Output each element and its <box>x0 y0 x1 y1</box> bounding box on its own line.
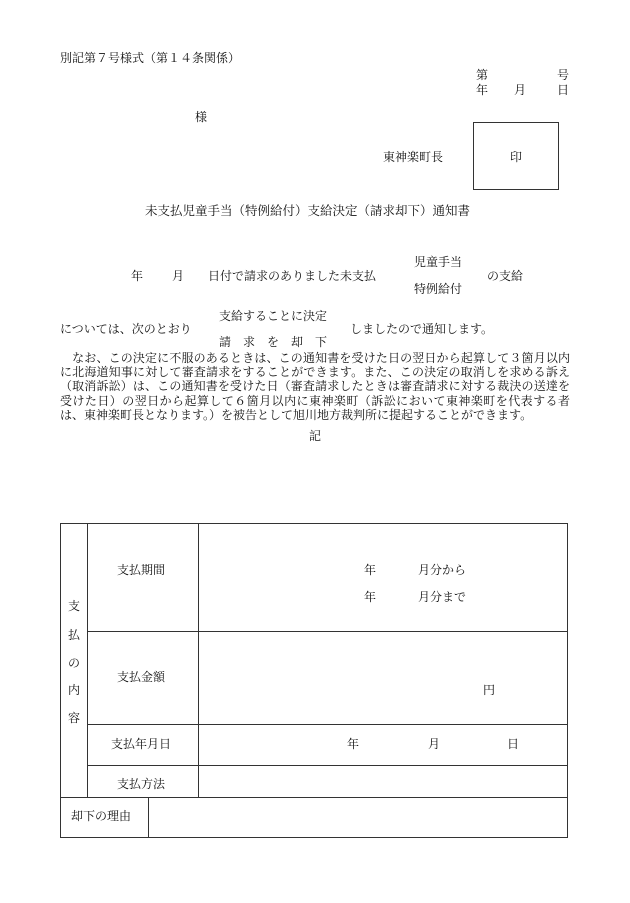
date-year: 年 <box>476 83 489 97</box>
method-label: 支払方法 <box>117 777 166 791</box>
body-year: 年 <box>131 269 144 283</box>
decision-approve: 支給することに決定 <box>219 309 328 323</box>
period-to-text: 月分まで <box>418 590 467 604</box>
issuer-title: 東神楽町長 <box>383 150 444 164</box>
pay-date-day: 日 <box>507 737 520 751</box>
appeal-notice: なお、この決定に不服のあるときは、この通知書を受けた日の翌日から起算して３箇月以内に北海道知事に対して審査請求をすることができます。また、この決定の取消しを求める訴え（取消訴訟）は、この通知書を受けた日（審査請求したときは審査請求に対する裁決の送達を受けた日）の翌日から起算して６箇月以内に東神楽町（訴訟において東神楽町を代表する者は、東神楽町長となります。）を被告として旭川地方裁判所に提起することができます。 <box>60 351 570 422</box>
pay-date-year: 年 <box>347 737 360 751</box>
period-label: 支払期間 <box>117 563 166 577</box>
period-to-year: 年 <box>364 590 377 604</box>
section-char-5: 容 <box>67 711 80 725</box>
number-dai: 第 <box>476 68 489 82</box>
body-suffix-1: の支給 <box>487 269 524 283</box>
body-text-1: 日付で請求のありました未支払 <box>208 269 377 283</box>
body-month: 月 <box>172 269 185 283</box>
date-label: 支払年月日 <box>111 737 172 751</box>
option-child-allowance: 児童手当 <box>414 255 463 269</box>
section-char-1: 支 <box>67 599 80 613</box>
amount-label: 支払金額 <box>117 670 166 684</box>
reject-reason-label: 却下の理由 <box>71 809 132 823</box>
pay-date-month: 月 <box>428 737 441 751</box>
amount-unit: 円 <box>483 683 496 697</box>
date-month: 月 <box>514 83 527 97</box>
decision-reject: 請 求 を 却 下 <box>219 335 328 349</box>
body-suffix-2: しましたので通知します。 <box>350 322 494 336</box>
date-day: 日 <box>557 83 570 97</box>
seal-mark: 印 <box>510 150 523 164</box>
document-title: 未支払児童手当（特例給付）支給決定（請求却下）通知書 <box>145 203 471 218</box>
section-char-3: の <box>67 656 80 670</box>
body-prefix-2: については、次のとおり <box>60 322 192 336</box>
addressee-sama: 様 <box>195 110 208 124</box>
section-char-4: 内 <box>67 683 80 697</box>
period-from-text: 月分から <box>418 563 467 577</box>
section-char-2: 払 <box>67 628 80 642</box>
form-label: 別記第７号様式（第１４条関係） <box>60 51 241 65</box>
period-from-year: 年 <box>364 563 377 577</box>
number-go: 号 <box>557 68 570 82</box>
ki-mark: 記 <box>309 429 322 443</box>
option-special-benefit: 特例給付 <box>414 282 463 296</box>
